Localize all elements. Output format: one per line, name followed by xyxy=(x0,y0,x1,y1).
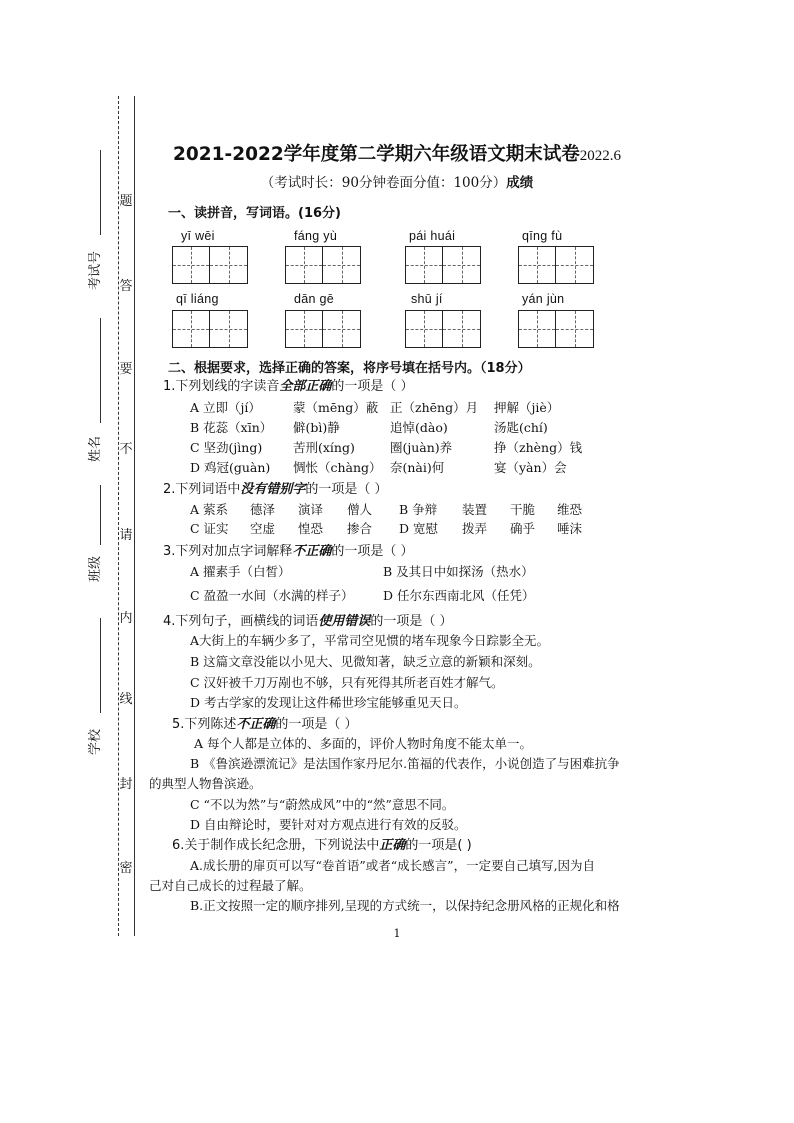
seal-char: 线 xyxy=(119,688,133,707)
q1-option: D 鸡冠(guàn) xyxy=(190,460,271,475)
pinyin: dān gē xyxy=(294,292,335,306)
writing-grid[interactable] xyxy=(405,246,481,284)
pinyin: yī wēi xyxy=(181,229,215,243)
seal-char: 要 xyxy=(119,358,133,377)
q1-option: 苦刑(xíng) xyxy=(293,440,355,455)
q3-option: C 盈盈一水间（水满的样子） xyxy=(190,588,354,603)
writing-grid[interactable] xyxy=(172,310,248,348)
q2-option: 掺合 xyxy=(347,521,373,536)
writing-grid[interactable] xyxy=(285,246,361,284)
writing-grid[interactable] xyxy=(518,310,594,348)
name-label: 姓名 xyxy=(88,435,103,462)
pinyin: shū jí xyxy=(411,292,443,306)
q1-option: 蒙（mēng）蔽 xyxy=(293,400,379,415)
pinyin: yán jùn xyxy=(522,292,565,306)
page-title: 2021-2022学年度第二学期六年级语文期末试卷2022.6 xyxy=(173,144,621,165)
q1-option: C 坚劲(jìng) xyxy=(190,440,263,455)
q1-option: 正（zhēng）月 xyxy=(390,400,479,415)
q1-option: 追悼(dào) xyxy=(390,420,448,435)
q2-option: 空虚 xyxy=(250,521,276,536)
class-label: 班级 xyxy=(88,555,103,582)
pinyin: fáng yù xyxy=(294,229,338,243)
question-5: 5.下列陈述不正确的一项是（ ） xyxy=(172,717,358,732)
q1-option: 僻(bì)静 xyxy=(293,420,340,435)
pinyin: qī liáng xyxy=(176,292,219,306)
seal-char: 答 xyxy=(119,275,133,294)
q5-option: B 《鲁滨逊漂流记》是法国作家丹尼尔.笛福的代表作，小说创造了与困难抗争 xyxy=(190,756,620,771)
exam-date: 2022.6 xyxy=(579,148,621,164)
q1-option: 圈(juàn)养 xyxy=(390,440,453,455)
school-label: 学校 xyxy=(88,728,103,755)
q1-option: 奈(nài)何 xyxy=(390,460,445,475)
q1-option: 挣（zhèng）钱 xyxy=(494,440,583,455)
section2-heading: 二、根据要求，选择正确的答案，将序号填在括号内。（18分） xyxy=(168,361,531,376)
q2-option: A 萦系 xyxy=(190,502,229,517)
q2-option: B 争辩 xyxy=(399,502,438,517)
q2-option: 僧人 xyxy=(347,502,373,517)
q2-option: C 证实 xyxy=(190,521,229,536)
q5-option: 的典型人物鲁滨逊。 xyxy=(149,776,262,791)
seal-char: 请 xyxy=(119,524,133,543)
q3-option: D 任尔东西南北风（任凭） xyxy=(383,588,535,603)
name-line xyxy=(100,318,101,423)
q2-option: D 宽慰 xyxy=(399,521,438,536)
writing-grid[interactable] xyxy=(172,246,248,284)
q6-option: A.成长册的扉页可以写“卷首语”或者“成长感言”，一定要自己填写,因为自 xyxy=(190,858,596,873)
writing-grid[interactable] xyxy=(405,310,481,348)
question-4: 4.下列句子，画横线的词语使用错误的一项是（ ） xyxy=(163,614,453,629)
dashed-binding-line xyxy=(118,96,119,936)
seal-char: 不 xyxy=(119,438,133,457)
q3-option: B 及其日中如探汤（热水） xyxy=(383,564,534,579)
exam-info: （考试时长：90分钟卷面分值：100分）成绩 xyxy=(260,175,534,191)
q5-option: C “不以为然”与“蔚然成风”中的“然”意思不同。 xyxy=(190,797,455,812)
q2-option: 拨弄 xyxy=(462,521,488,536)
q5-option: D 自由辩论时，要针对对方观点进行有效的反驳。 xyxy=(190,817,467,832)
q3-option: A 擢素手（白皙） xyxy=(190,564,291,579)
q1-option: B 花蕊（xīn） xyxy=(190,420,273,435)
q2-option: 惶恐 xyxy=(298,521,324,536)
class-line xyxy=(100,485,101,545)
question-6: 6.关于制作成长纪念册，下列说法中正确的一项是( ) xyxy=(172,838,472,853)
q4-option: B 这篇文章没能以小见大、见微知著，缺乏立意的新颖和深刻。 xyxy=(190,654,541,669)
q2-option: 装置 xyxy=(462,502,488,517)
q2-option: 演译 xyxy=(298,502,324,517)
writing-grid[interactable] xyxy=(285,310,361,348)
q4-option: C 汉奸被千刀万剐也不够，只有死得其所老百姓才解气。 xyxy=(190,675,504,690)
q2-option: 确乎 xyxy=(510,521,536,536)
question-3: 3.下列对加点字词解释不正确的一项是（ ） xyxy=(163,544,414,559)
q5-option: A 每个人都是立体的、多面的，评价人物时角度不能太单一。 xyxy=(194,736,533,751)
score-label: 成绩 xyxy=(506,175,534,191)
q2-option: 维恐 xyxy=(557,502,583,517)
writing-grid[interactable] xyxy=(518,246,594,284)
seal-char: 封 xyxy=(119,773,133,792)
q2-option: 干脆 xyxy=(510,502,536,517)
seal-char: 题 xyxy=(119,190,133,209)
solid-binding-line xyxy=(134,96,135,936)
school-line xyxy=(100,618,101,713)
pinyin: qīng fù xyxy=(522,229,563,243)
section1-heading: 一、读拼音，写词语。(16分) xyxy=(168,206,341,221)
q2-option: 德泽 xyxy=(250,502,276,517)
q6-option: 己对自己成长的过程最了解。 xyxy=(149,878,312,893)
question-2: 2.下列词语中没有错别字的一项是（ ） xyxy=(163,482,388,497)
question-1: 1.下列划线的字读音全部正确的一项是（ ） xyxy=(163,379,414,394)
seal-char: 内 xyxy=(119,607,133,626)
seal-char: 密 xyxy=(119,857,133,876)
q4-option: A大街上的车辆少多了，平常司空见惯的堵车现象今日踪影全无。 xyxy=(190,633,550,648)
q2-option: 唾沫 xyxy=(557,521,583,536)
q1-option: 汤匙(chí) xyxy=(494,420,548,435)
exam-number-label: 考试号 xyxy=(88,250,103,290)
pinyin: pái huái xyxy=(409,229,456,243)
q1-option: 押解（jiè） xyxy=(494,400,560,415)
q6-option: B.正文按照一定的顺序排列,呈现的方式统一，以保持纪念册风格的正规化和格 xyxy=(190,898,620,913)
q1-option: 惆怅（chàng） xyxy=(293,460,382,475)
q1-option: A 立即（jí） xyxy=(190,400,261,415)
q4-option: D 考古学家的发现让这件稀世珍宝能够重见天日。 xyxy=(190,695,467,710)
q1-option: 宴（yàn）会 xyxy=(494,460,567,475)
page-number: 1 xyxy=(393,927,401,940)
